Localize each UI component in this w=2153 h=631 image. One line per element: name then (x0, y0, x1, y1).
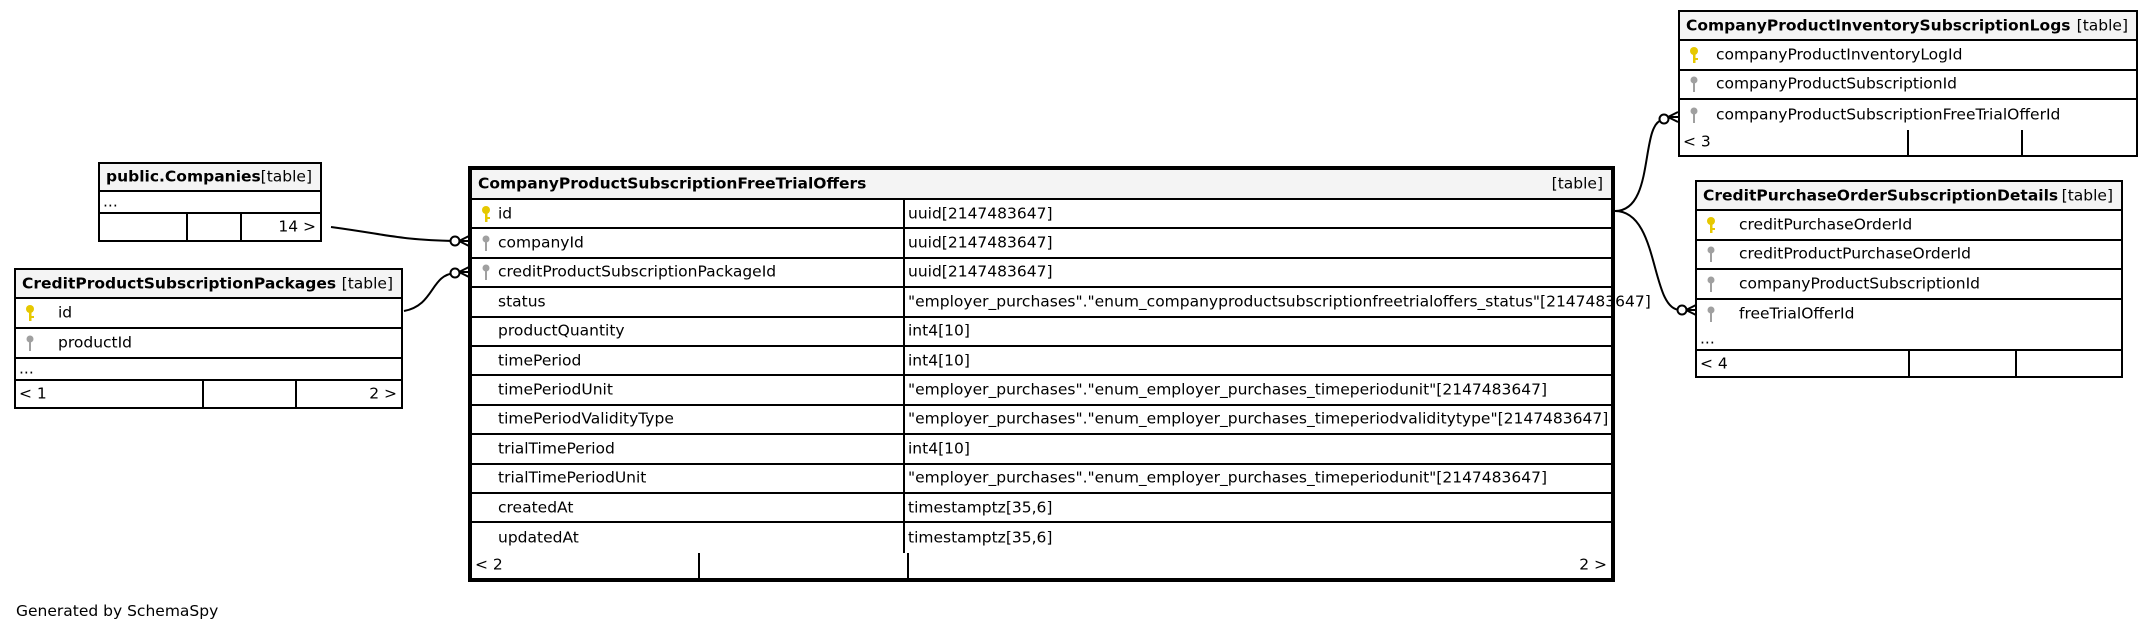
table-footer (1680, 130, 2136, 155)
column-type: "employer_purchases"."enum_companyproductsubscriptionfreetrialoffers_status"[2147483647] (908, 292, 1651, 311)
column-separator (903, 376, 905, 403)
column-name: createdAt (498, 497, 574, 516)
column-row (472, 435, 1611, 464)
footer-next: 14 > (278, 217, 316, 236)
table-type: [table] (1551, 174, 1603, 193)
column-name: companyProductSubscriptionId (1716, 74, 1958, 93)
table-type: [table] (2076, 15, 2128, 34)
footer-cell-next (907, 553, 1611, 578)
edge-packages-main (404, 273, 455, 311)
column-type: uuid[2147483647] (908, 233, 1053, 252)
footer-cell-mid (186, 214, 240, 240)
column-row (472, 347, 1611, 376)
footer-cell-mid (202, 381, 295, 407)
edge-main-logs-crow (1668, 112, 1678, 122)
footer-prev: < 2 (475, 555, 503, 574)
column-type: uuid[2147483647] (908, 262, 1053, 281)
column-name: companyProductSubscriptionId (1739, 274, 1981, 292)
column-type: "employer_purchases"."enum_employer_purchases_timeperiodvaliditytype"[2147483647] (908, 409, 1609, 428)
edge-companies-main (331, 227, 455, 241)
foreign-key-icon (1705, 275, 1717, 293)
column-name: companyProductSubscriptionFreeTrialOfferId (1716, 105, 2061, 123)
table-logs[interactable] (1678, 10, 2138, 157)
column-row (472, 318, 1611, 347)
column-type: "employer_purchases"."enum_employer_purchases_timeperiodunit"[2147483647] (908, 380, 1548, 399)
column-name: timePeriodValidityType (498, 409, 674, 428)
table-footer (16, 381, 401, 407)
column-name: status (498, 292, 546, 311)
column-row (1697, 211, 2121, 241)
ellipsis: ... (103, 192, 118, 211)
ellipsis: ... (19, 359, 34, 378)
column-row (472, 259, 1611, 288)
foreign-key-icon (480, 263, 492, 281)
footer-cell-mid (1908, 351, 2015, 376)
column-name: creditProductSubscriptionPackageId (498, 262, 777, 281)
column-name: companyId (498, 233, 584, 252)
footer-prev: < 3 (1683, 132, 1711, 151)
footer-next: 2 > (1579, 555, 1607, 574)
table-header (1697, 182, 2121, 211)
foreign-key-icon (1705, 305, 1717, 323)
column-row (1680, 100, 2136, 130)
column-type: uuid[2147483647] (908, 203, 1053, 222)
footer-cell-next (295, 381, 401, 407)
column-separator (903, 435, 905, 462)
primary-key-icon (24, 304, 36, 322)
table-footer (472, 553, 1611, 578)
footer-cell-prev (472, 553, 698, 578)
column-name: timePeriod (498, 350, 582, 369)
primary-key-icon (1705, 216, 1717, 234)
details-column-rows (1697, 211, 2121, 329)
table-footer (1697, 351, 2121, 376)
column-separator (903, 259, 905, 286)
footer-prev: < 4 (1700, 353, 1728, 372)
column-separator (903, 494, 905, 521)
table-header (472, 170, 1611, 200)
table-type: [table] (341, 273, 393, 292)
edge-main-logs (1615, 120, 1662, 211)
column-row (472, 376, 1611, 405)
footer-cell-prev (16, 381, 202, 407)
edge-main-logs-circle (1660, 115, 1669, 124)
column-name: timePeriodUnit (498, 380, 613, 399)
ellipsis-row (100, 192, 320, 214)
table-companies[interactable] (98, 162, 322, 242)
primary-key-icon (1688, 46, 1700, 64)
ellipsis: ... (1700, 329, 1715, 348)
foreign-key-icon (1705, 245, 1717, 263)
column-type: "employer_purchases"."enum_employer_purchases_timeperiodunit"[2147483647] (908, 468, 1548, 487)
column-separator (903, 200, 905, 227)
column-separator (903, 465, 905, 492)
footer-cell-prev (100, 214, 186, 240)
edge-main-details-circle (1678, 306, 1687, 315)
footer-prev: < 1 (19, 384, 47, 403)
footer-cell-mid (698, 553, 907, 578)
column-name: productQuantity (498, 321, 625, 340)
footer-cell-prev (1680, 130, 1907, 155)
column-type: timestamptz[35,6] (908, 528, 1053, 547)
foreign-key-icon (1688, 75, 1700, 93)
column-name: creditProductPurchaseOrderId (1739, 244, 1972, 263)
column-row (472, 406, 1611, 435)
column-row (1697, 300, 2121, 330)
column-row (1680, 71, 2136, 101)
table-header (100, 164, 320, 192)
edge-packages-main-circle (451, 269, 460, 278)
footer-cell-next (240, 214, 320, 240)
column-row (472, 288, 1651, 317)
column-row (472, 494, 1611, 523)
logs-column-rows (1680, 41, 2136, 130)
table-name: CreditPurchaseOrderSubscriptionDetails (1703, 185, 2059, 204)
main-column-rows (472, 200, 1651, 553)
footer-cell-next (2021, 130, 2136, 155)
primary-key-icon (480, 205, 492, 223)
footer-cell-next (2015, 351, 2121, 376)
table-header (16, 270, 401, 299)
footer-cell-prev (1697, 351, 1908, 376)
table-name: CompanyProductInventorySubscriptionLogs (1686, 15, 2071, 34)
column-row (1697, 270, 2121, 300)
column-row (472, 229, 1611, 258)
ellipsis-row (16, 359, 401, 381)
footer-next: 2 > (369, 384, 397, 403)
column-separator (903, 406, 905, 433)
column-name: freeTrialOfferId (1739, 304, 1855, 323)
column-separator (903, 288, 905, 315)
table-type: [table] (260, 167, 312, 186)
table-packages[interactable] (14, 268, 403, 409)
foreign-key-icon (24, 334, 36, 352)
column-type: int4[10] (908, 321, 970, 340)
foreign-key-icon (1688, 106, 1700, 124)
column-separator (903, 523, 905, 552)
column-name: productId (58, 333, 133, 352)
table-type: [table] (2061, 185, 2113, 204)
table-name: CreditProductSubscriptionPackages (22, 273, 337, 292)
column-type: int4[10] (908, 439, 970, 458)
foreign-key-icon (480, 234, 492, 252)
column-row (1697, 241, 2121, 271)
column-name: trialTimePeriod (498, 439, 615, 458)
table-main[interactable] (468, 166, 1651, 582)
column-name: creditPurchaseOrderId (1739, 215, 1913, 233)
column-type: int4[10] (908, 350, 970, 369)
column-row (472, 523, 1611, 552)
column-separator (903, 229, 905, 256)
column-row (1680, 41, 2136, 71)
column-name: id (498, 203, 513, 222)
edge-companies-main-circle (451, 237, 460, 246)
column-separator (903, 318, 905, 345)
column-type: timestamptz[35,6] (908, 497, 1053, 516)
column-row (472, 465, 1611, 494)
column-row (16, 299, 401, 329)
ellipsis-row (1697, 329, 2121, 351)
table-name: CompanyProductSubscriptionFreeTrialOffers (478, 174, 867, 193)
footer-cell-mid (1907, 130, 2021, 155)
column-name: id (58, 303, 73, 322)
table-details[interactable] (1695, 180, 2123, 378)
column-name: companyProductInventoryLogId (1716, 45, 1963, 63)
generated-by-label: Generated by SchemaSpy (16, 602, 219, 620)
column-row (16, 329, 401, 359)
column-separator (903, 347, 905, 374)
table-footer (100, 214, 320, 240)
table-header (1680, 12, 2136, 41)
column-name: updatedAt (498, 528, 579, 547)
column-name: trialTimePeriodUnit (498, 468, 647, 487)
column-row (472, 200, 1611, 229)
table-name: public.Companies (106, 167, 261, 186)
